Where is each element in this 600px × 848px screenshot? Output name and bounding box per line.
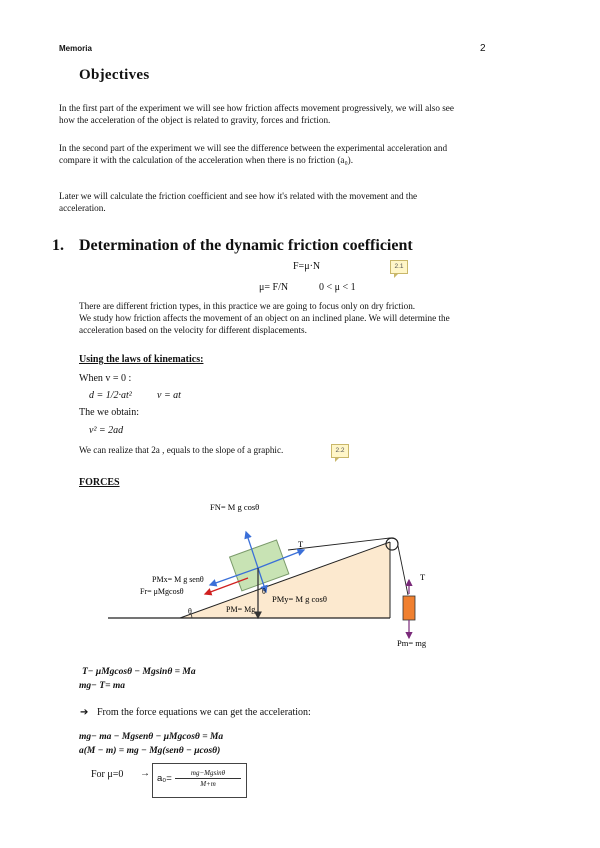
- text-line: In the second part of the experiment we will see the difference between the experimental acceleration and: [59, 143, 448, 153]
- force-equation-2: mg− T= ma: [79, 681, 126, 691]
- force-equation-3: mg− ma − Mgsenθ − μMgcosθ = Ma: [79, 732, 224, 742]
- a0-result-box: [152, 763, 247, 798]
- text-line: acceleration.: [59, 203, 106, 213]
- fraction-denominator: M+m: [200, 780, 216, 788]
- text-line: We study how friction affects the movement of an object on an inclined plane. We will determine the: [79, 313, 450, 323]
- arrow-icon: ➔: [80, 707, 89, 718]
- label-fn: FN= M g cosθ: [210, 502, 260, 512]
- text-line: compare it with the calculation of the acceleration when there is no friction (a₀).: [59, 155, 354, 165]
- text-line: how the acceleration of the object is related to gravity, forces and friction.: [59, 115, 331, 125]
- forces-heading: FORCES: [79, 477, 120, 488]
- force-equation-4: a(M − m) = mg − Mg(senθ − μcosθ): [79, 746, 221, 756]
- v-squared-equation: v² = 2ad: [89, 425, 124, 436]
- slope-text: We can realize that 2a , equals to the slope of a graphic.: [79, 445, 284, 455]
- label-t2: T: [420, 572, 426, 582]
- velocity-equation: v = at: [157, 390, 181, 401]
- objectives-paragraph-2: [59, 142, 549, 166]
- fraction-bar: [175, 778, 241, 779]
- rope-down: [398, 546, 408, 595]
- for-mu-zero: For μ=0: [91, 769, 124, 780]
- comment-marker-2-2[interactable]: 2.2: [331, 444, 349, 458]
- label-t1: T: [298, 539, 304, 549]
- displacement-equation: d = 1/2·at²: [89, 390, 132, 401]
- objectives-paragraph-3: [59, 190, 549, 214]
- text-line: There are different friction types, in this practice we are going to focus only on dry friction.: [79, 301, 416, 311]
- label-pmg: Pm= mg: [397, 638, 427, 648]
- section-title: Determination of the dynamic friction coefficient: [79, 237, 413, 254]
- obtain-text: The we obtain:: [79, 407, 139, 418]
- label-pm: PM= Mg: [226, 605, 256, 614]
- section-number: 1.: [52, 237, 64, 254]
- section-intro: [79, 300, 549, 336]
- friction-equation: F=μ·N: [293, 261, 321, 272]
- mu-equation: μ= F/N: [259, 282, 289, 293]
- label-fr: Fr= μMgcosθ: [140, 587, 184, 596]
- text-line: acceleration based on the velocity for different displacements.: [79, 325, 307, 335]
- objectives-heading: Objectives: [79, 67, 150, 83]
- arrow-right-icon: →: [140, 768, 150, 779]
- force-equation-1: T− μMgcosθ − Mgsinθ = Ma: [82, 667, 196, 677]
- inclined-plane-diagram: [100, 490, 460, 660]
- text-line: In the first part of the experiment we will see how friction affects movement progressively, we will also see: [59, 103, 454, 113]
- label-theta1: θ: [188, 607, 192, 616]
- comment-marker-2-1[interactable]: 2.1: [390, 260, 408, 274]
- when-v-zero: When v = 0 :: [79, 373, 132, 384]
- label-theta2: θ: [262, 587, 266, 596]
- text-line: Later we will calculate the friction coefficient and see how it's related with the movement and the: [59, 191, 418, 201]
- page-number: 2: [480, 43, 486, 54]
- from-force-text: From the force equations we can get the acceleration:: [97, 707, 311, 718]
- document-header-title: Memoria: [59, 44, 92, 53]
- hanging-mass: [403, 596, 415, 620]
- kinematics-heading: Using the laws of kinematics:: [79, 354, 204, 365]
- label-pmx: PMx= M g senθ: [152, 575, 204, 584]
- fraction-numerator: mg−Mgsinθ: [190, 769, 226, 777]
- label-pmy: PMy= M g cosθ: [272, 594, 327, 604]
- objectives-paragraph-1: [59, 102, 549, 126]
- a0-label: a₀=: [157, 773, 172, 784]
- mu-range: 0 < μ < 1: [319, 282, 356, 293]
